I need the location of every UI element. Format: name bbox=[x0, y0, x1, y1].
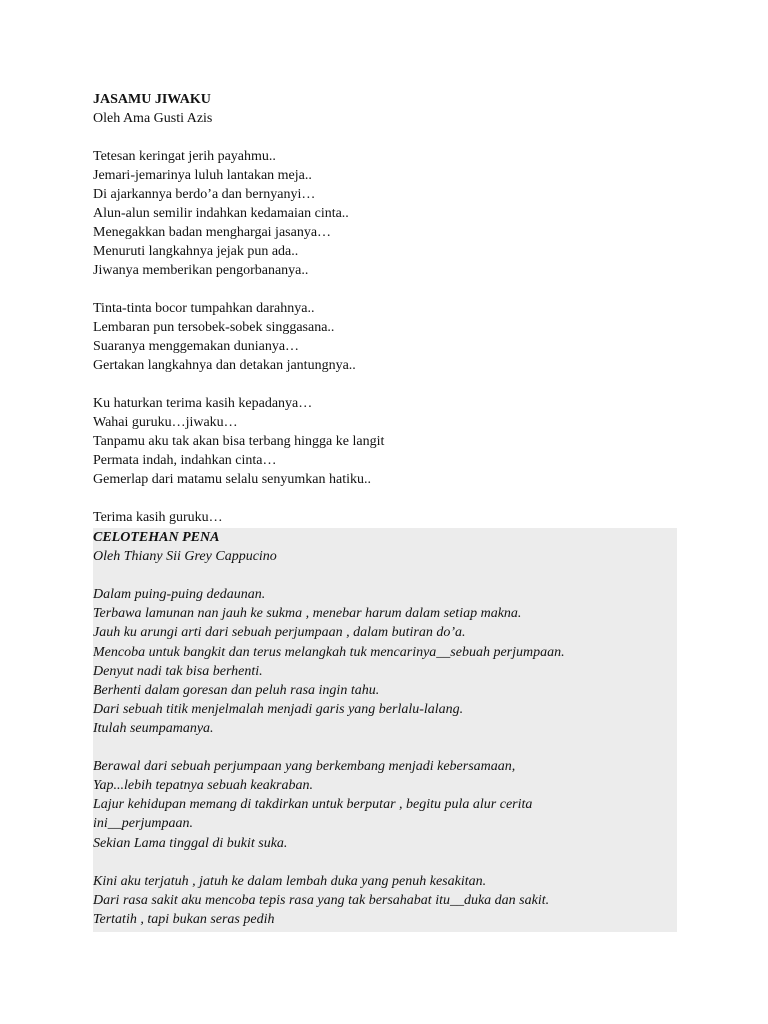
poem-line: Lembaran pun tersobek-sobek singgasana.. bbox=[93, 320, 335, 335]
poem-line: Tertatih , tapi bukan seras pedih bbox=[93, 911, 275, 927]
poem-line: Suaranya menggemakan dunianya… bbox=[93, 339, 300, 354]
poem-line: Jauh ku arungi arti dari sebuah perjumpaan , dalam butiran do’a. bbox=[93, 625, 466, 641]
poem-jasamu-jiwaku bbox=[93, 90, 677, 527]
poem-author: Oleh Thiany Sii Grey Cappucino bbox=[93, 549, 277, 565]
poem-line: Dari rasa sakit aku mencoba tepis rasa yang tak bersahabat itu__duka dan sakit. bbox=[93, 892, 550, 908]
poem-line: Ku haturkan terima kasih kepadanya… bbox=[93, 396, 313, 411]
poem-line: Alun-alun semilir indahkan kedamaian cinta.. bbox=[93, 206, 349, 221]
poem-title: JASAMU JIWAKU bbox=[93, 92, 211, 107]
poem-line: ini__perjumpaan. bbox=[93, 816, 193, 832]
poem-line: Berhenti dalam goresan dan peluh rasa ingin tahu. bbox=[93, 682, 380, 698]
poem-line: Permata indah, indahkan cinta… bbox=[93, 453, 277, 468]
poem-line: Menuruti langkahnya jejak pun ada.. bbox=[93, 244, 299, 259]
poem-line: Di ajarkannya berdo’a dan bernyanyi… bbox=[93, 187, 316, 202]
poem-line: Jiwanya memberikan pengorbananya.. bbox=[93, 263, 309, 278]
poem-line: Yap...lebih tepatnya sebuah keakraban. bbox=[93, 778, 313, 794]
poem-line: Denyut nadi tak bisa berhenti. bbox=[93, 663, 263, 679]
poem-line: Lajur kehidupan memang di takdirkan untuk berputar , begitu pula alur cerita bbox=[93, 797, 533, 813]
poem-author: Oleh Ama Gusti Azis bbox=[93, 111, 213, 126]
poem-line: Wahai guruku…jiwaku… bbox=[93, 415, 238, 430]
poem-line: Tanpamu aku tak akan bisa terbang hingga ke langit bbox=[93, 434, 385, 449]
poem-title: CELOTEHAN PENA bbox=[93, 530, 220, 545]
poem-line: Dalam puing-puing dedaunan. bbox=[93, 587, 266, 603]
poem-line: Gertakan langkahnya dan detakan jantungnya.. bbox=[93, 358, 356, 373]
poem-line: Dari sebuah titik menjelmalah menjadi garis yang berlalu-lalang. bbox=[93, 701, 464, 717]
poem-line: Tinta-tinta bocor tumpahkan darahnya.. bbox=[93, 301, 315, 316]
poem-line: Berawal dari sebuah perjumpaan yang berkembang menjadi kebersamaan, bbox=[93, 759, 516, 775]
poem-line: Terima kasih guruku… bbox=[93, 510, 223, 525]
poem-line: Tetesan keringat jerih payahmu.. bbox=[93, 149, 276, 164]
poem-line: Terbawa lamunan nan jauh ke sukma , menebar harum dalam setiap makna. bbox=[93, 606, 522, 622]
poem-line: Jemari-jemarinya luluh lantakan meja.. bbox=[93, 168, 312, 183]
poem-celotehan-pena bbox=[93, 528, 677, 932]
poem-line: Menegakkan badan menghargai jasanya… bbox=[93, 225, 332, 240]
poem-line: Kini aku terjatuh , jatuh ke dalam lembah duka yang penuh kesakitan. bbox=[93, 873, 487, 889]
poem-line: Gemerlap dari matamu selalu senyumkan hatiku.. bbox=[93, 472, 371, 487]
poem-line: Sekian Lama tinggal di bukit suka. bbox=[93, 835, 288, 851]
poem-line: Mencoba untuk bangkit dan terus melangkah tuk mencarinya__sebuah perjumpaan. bbox=[93, 644, 565, 660]
poem-line: Itulah seumpamanya. bbox=[93, 720, 214, 736]
